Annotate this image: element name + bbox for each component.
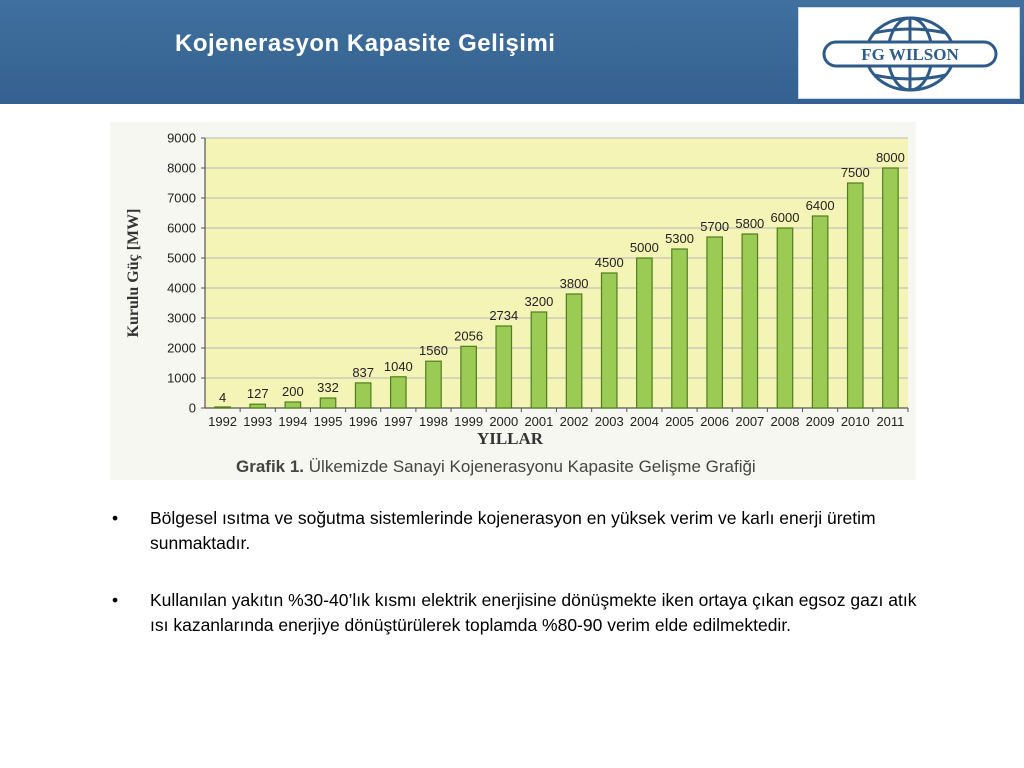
x-tick-label: 1993: [243, 414, 273, 429]
x-tick-label: 2000: [489, 414, 519, 429]
bar-chart: [110, 122, 916, 480]
y-tick-label: 2000: [167, 340, 196, 356]
x-axis-title: YILLAR: [476, 429, 544, 448]
chart-title: [236, 457, 756, 476]
bar: [812, 216, 827, 408]
y-tick-label: 8000: [167, 160, 196, 176]
data-label: 4500: [594, 255, 624, 270]
y-tick-label: 9000: [167, 130, 196, 146]
x-tick-label: 1994: [278, 414, 308, 429]
x-tick-label: 1996: [348, 414, 378, 429]
x-tick-label: 1998: [419, 414, 448, 429]
y-tick-label: 1000: [167, 370, 196, 386]
data-label: 6400: [805, 198, 835, 213]
y-axis-title: Kurulu Güç [MW]: [125, 208, 142, 338]
bar: [707, 237, 722, 408]
x-tick-label: 2007: [735, 414, 765, 429]
data-label: 332: [317, 380, 339, 396]
bar: [496, 326, 511, 408]
x-tick-label: 2010: [840, 414, 870, 429]
x-tick-label: 2001: [524, 414, 554, 429]
bar: [426, 361, 441, 408]
bar: [637, 258, 652, 408]
data-label: 200: [282, 384, 304, 399]
data-label: 837: [352, 364, 375, 380]
logo-text: FG WILSON: [861, 45, 959, 64]
data-label: 2734: [489, 307, 519, 323]
bar: [883, 168, 898, 408]
bullet-list: [112, 506, 932, 670]
x-tick-label: 1997: [383, 414, 413, 429]
bar: [777, 228, 792, 408]
x-tick-label: 2011: [876, 414, 905, 429]
data-label: 1560: [419, 343, 448, 359]
chart-title-text: Ülkemizde Sanayi Kojenerasyonu Kapasite Gelişme Grafiği: [308, 457, 756, 476]
data-label: 1040: [383, 358, 413, 374]
y-tick-label: 4000: [167, 280, 196, 296]
data-label: 2056: [454, 328, 484, 344]
x-tick-label: 2002: [559, 414, 589, 429]
data-label: 127: [246, 386, 269, 402]
x-tick-label: 1999: [454, 414, 484, 429]
chart: [110, 122, 916, 480]
data-label: 3800: [559, 276, 589, 291]
data-label: 7500: [840, 165, 870, 180]
x-tick-label: 2008: [770, 414, 800, 429]
bullet-text: Kullanılan yakıtın %30-40’lık kısmı elektrik enerjisine dönüşmekte iken ortaya çıkan egsoz gazı atık ısı kazanlarında enerjiye dönüştürülerek toplamda %80-90 verim elde edilmektedir.: [150, 590, 917, 635]
bar: [742, 234, 757, 408]
x-tick-label: 2004: [629, 414, 659, 429]
y-tick-label: 3000: [167, 310, 196, 326]
bar: [672, 249, 687, 408]
x-tick-label: 1995: [313, 414, 343, 429]
data-label: 8000: [875, 150, 905, 165]
data-label: 5800: [735, 216, 765, 231]
bullet-text: Bölgesel ısıtma ve soğutma sistemlerinde kojenerasyon en yüksek verim ve karlı enerji üretim sunmaktadır.: [150, 508, 876, 553]
y-tick-label: 7000: [167, 190, 196, 206]
bullet-symbol: •: [112, 508, 119, 528]
data-label: 5700: [700, 219, 730, 234]
bar: [391, 377, 406, 408]
chart-title-prefix: Grafik 1.: [236, 457, 309, 476]
bullet-item: [112, 588, 932, 638]
x-tick-label: 2009: [805, 414, 835, 429]
bullet-item: [112, 506, 932, 556]
x-tick-label: 2006: [700, 414, 730, 429]
bar: [848, 183, 863, 408]
plot-area: [205, 138, 908, 408]
data-label: 4: [218, 389, 227, 405]
y-tick-label: 0: [188, 400, 196, 416]
bar: [355, 383, 370, 408]
x-tick-label: 2005: [665, 414, 694, 429]
bar: [320, 398, 335, 408]
bar: [601, 273, 616, 408]
y-tick-label: 6000: [167, 220, 196, 236]
logo: [798, 7, 1020, 99]
y-tick-label: 5000: [167, 250, 196, 266]
bar: [531, 312, 546, 408]
page-title: Kojenerasyon Kapasite Gelişimi: [175, 30, 556, 57]
data-label: 6000: [770, 210, 800, 225]
bullet-symbol: •: [112, 590, 119, 610]
bar: [285, 402, 300, 408]
header-bar: [0, 0, 1024, 104]
bar: [566, 294, 581, 408]
globe-icon: [821, 14, 999, 94]
x-tick-label: 2003: [594, 414, 624, 429]
bar: [215, 407, 230, 408]
data-label: 5000: [629, 240, 659, 255]
data-label: 5300: [665, 231, 694, 246]
bar: [250, 404, 265, 408]
x-tick-label: 1992: [208, 414, 238, 429]
bar: [461, 346, 476, 408]
data-label: 3200: [524, 294, 554, 309]
